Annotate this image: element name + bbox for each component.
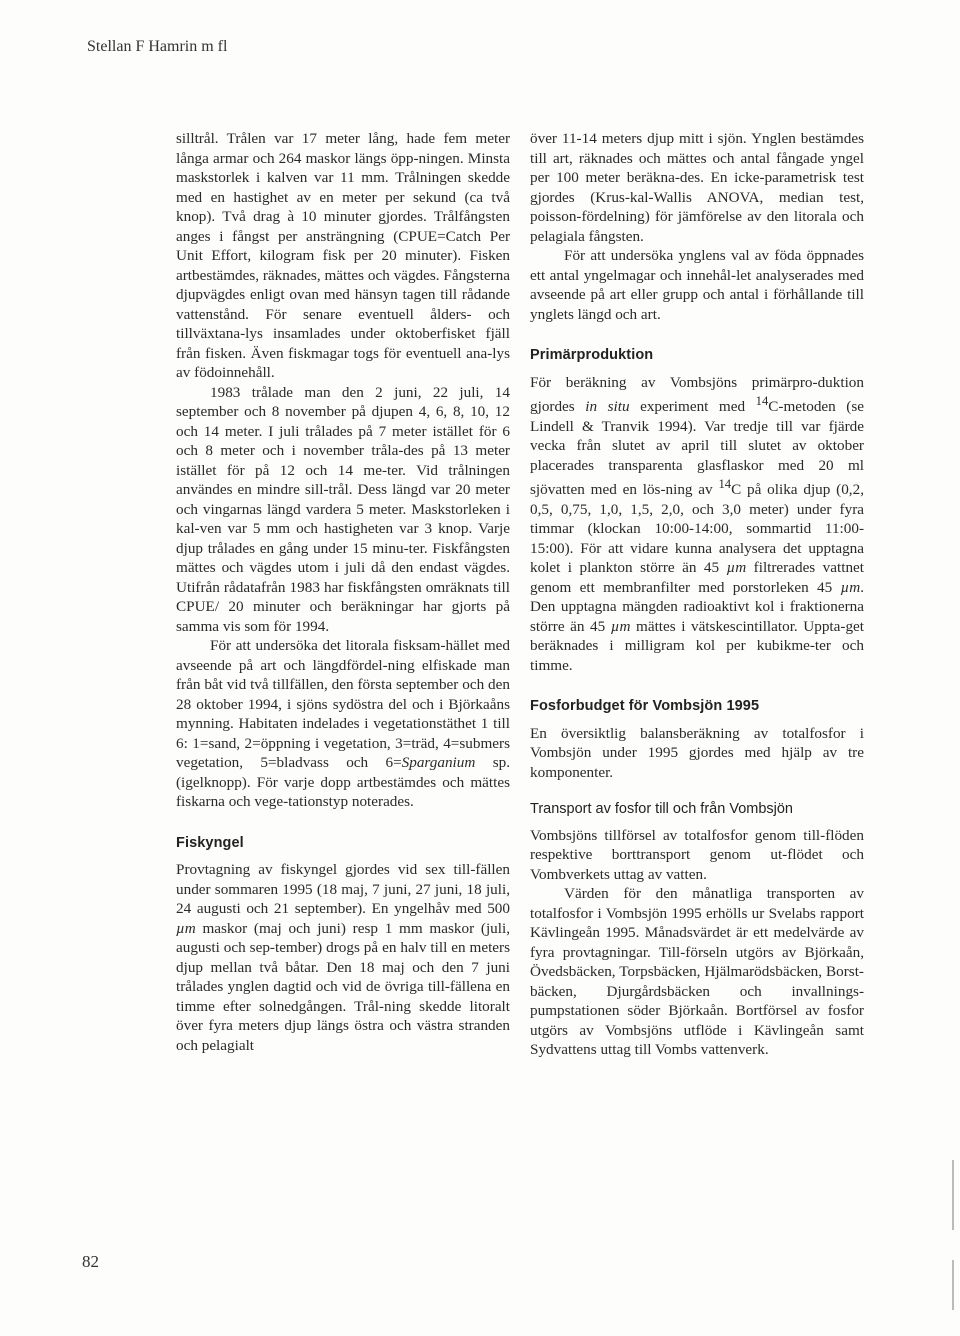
paragraph bbox=[176, 860, 510, 1055]
scan-edge-mark bbox=[952, 1260, 954, 1310]
paragraph: För att undersöka ynglens val av föda öppnades ett antal yngelmagar och innehål-let analyserades med avseende på art eller grupp och antal i förhållande till ynglets längd och art. bbox=[530, 247, 864, 323]
text-run: För beräkning av Vombsjöns primärpro-duktion gjordes bbox=[530, 373, 864, 416]
running-head: Stellan F Hamrin m fl bbox=[87, 38, 228, 55]
paragraph: En översiktlig balansberäkning av totalfosfor i Vombsjön under 1995 gjordes med hjälp av tre komponenter. bbox=[530, 724, 864, 781]
text-run: filtrerades vattnet genom ett membranfilter med porstorleken 45 bbox=[530, 559, 864, 596]
text-run: C på olika djup (0,2, 0,5, 0,75, 1,0, 1,5, 2,0, och 3,0 meter) under fyra timmar (klockan 10:00-14:00, sommartid 11:00-15:00). För att vidare kunna analysera det upptagna kolet i plankton större än 45 bbox=[530, 481, 864, 577]
paragraph bbox=[176, 636, 510, 812]
left-column bbox=[176, 129, 510, 1055]
paragraph bbox=[530, 373, 864, 676]
unit: µm bbox=[610, 617, 631, 635]
paragraph: silltrål. Trålen var 17 meter lång, hade fem meter långa armar och 264 maskor längs öpp-ningen. Minsta maskstorlek i kalven var 11 mm. Trålningen skedde med en hastighet av en meter per sekund (ca två knop). Två drag à 10 minuter gjordes. Trålfångsten anges i fångst per ansträngning (CPUE=Catch Per Unit Effort, kilogram fisk per 20 minuter). Fisken artbestämdes, räknades, mättes och vägdes. Fångsterna djupvägdes enligt ovan med hänsyn tagen till rådande vattenstånd. För senare eventuell ålders- och tillväxtana-lys insamlades under oktoberfisket fjäll från fisken. Även fiskmagar togs för eventuell ana-lys av födoinnehåll. bbox=[176, 130, 511, 381]
text-run: sp. (igelknopp). För varje dopp artbestämdes och mättes fiskarna och vege-tationstyp noterades. bbox=[176, 754, 510, 810]
page-number: 82 bbox=[82, 1252, 99, 1271]
unit: µm bbox=[726, 559, 747, 577]
section-heading: Primärproduktion bbox=[530, 347, 654, 363]
text-run: . Den upptagna mängden radioaktivt kol i fraktionerna större än 45 bbox=[530, 578, 864, 635]
paragraph: 1983 trålade man den 2 juni, 22 juli, 14 september och 8 november på djupen 4, 6, 8, 10, 12 och 14 meter. I juli trålades på 7 meter istället för 6 och 8 meter och i november tråla-des på 13 meter istället för på 12 och 14 me-ter. Vid trålningen användes en mindre sill-trål. Dess längd var 20 meter och vingarnas längd vardera 5 meter. Maskstorleken i kal-ven var 5 mm och hastigheten var 3 knop. Varje djup trålades en gång under 15 minu-ter. Fiskfångsten mättes och vägdes utom i juli då den endast vägdes. Utifrån rådatafrån 1983 har fiskfångsten omräknats till CPUE/ 20 minuter och beräkningar har gjorts på samma vis som för 1994. bbox=[176, 383, 510, 635]
text-run: Provtagning av fiskyngel gjordes vid sex till-fällen under sommaren 1995 (18 maj, 7 juni, 27 juni, 18 juli, 24 augusti och 21 september). En yngelhåv med 500 bbox=[176, 861, 510, 917]
paragraph: Vombsjöns tillförsel av totalfosfor genom till-flöden respektive borttransport genom ut-flödet och Vombverkets uttag av vatten. bbox=[530, 826, 864, 883]
italic-term: in situ bbox=[585, 398, 630, 416]
section-heading: Fiskyngel bbox=[176, 834, 244, 851]
italic-term: Sparganium bbox=[401, 754, 476, 771]
paragraph: över 11-14 meters djup mitt i sjön. Ynglen bestämdes till art, räknades och mättes och antal fångade yngel per 100 meter beräkna-des. En icke-parametrisk test gjordes (Krus-kal-Wallis ANOVA, median test, poisson-fördelning) för jämförelse av den litorala och pelagiala fångsten. bbox=[530, 130, 864, 245]
unit: µm bbox=[176, 919, 196, 937]
text-run: mättes i vätskescintillator. Uppta-get beräknades i milligram kol per kubikme-ter och timme. bbox=[530, 617, 864, 674]
subsection-heading: Transport av fosfor till och från Vombsjön bbox=[530, 801, 793, 818]
text-run: För att undersöka det litorala fisksam-hället med avseende på art och längdfördel-ning elfiskade man från båt vid två tillfällen, den första september och den 28 oktober 1994, i sjöns sydöstra del och i Björkaåns mynning. Habitaten indelades i vegetationstäthet 1 till 6: 1=sand, 2=öppning i vegetation, 3=träd, 4=submers vegetation, 5=bladvass och 6= bbox=[176, 637, 510, 771]
superscript: 14 bbox=[755, 394, 769, 408]
text-run: maskor (maj och juni) resp 1 mm maskor (juli, augusti och sep-tember) drogs på en halv till en meters djup mellan två båtar. Den 18 maj och den 7 juni trålades ynglen dagtid och vid de övriga till-fällena en timme efter solnedgången. Trål-ning skedde litoralt över fyra meters djup längs östra och västra stranden och pelagialt bbox=[176, 919, 510, 1054]
section-heading: Fosforbudget för Vombsjön 1995 bbox=[530, 698, 760, 715]
scan-edge-mark bbox=[952, 1160, 954, 1230]
unit: µm bbox=[840, 578, 861, 596]
text-run: experiment med bbox=[629, 398, 756, 416]
superscript: 14 bbox=[718, 477, 732, 492]
right-column bbox=[530, 129, 864, 1060]
paragraph: Värden för den månatliga transporten av totalfosfor i Vombsjön 1995 erhölls ur Svelabs rapport Kävlingeån 1995. Månadsvärdet är ett medelvärde av fyra provtagningar. Till-förseln utgörs av Björkaån, Övedsbäcken, Torpsbäcken, Hjälmarödsbäcken, Borst-bäcken, Djurgårdsbäcken och invallnings-pumpstationen söder Björkaån. Bortförsel av fosfor utgörs av Vombsjöns utflöde i Kävlingeån samt Sydvattens uttag till Vombs vattenverk. bbox=[530, 885, 864, 1059]
text-run: C-metoden (se Lindell & Tranvik 1994). Var tredje till var fjärde vecka från slutet av april till slutet av oktober placerades transparenta glasflaskor med 20 ml sjövatten med en lös-ning av bbox=[530, 398, 864, 499]
